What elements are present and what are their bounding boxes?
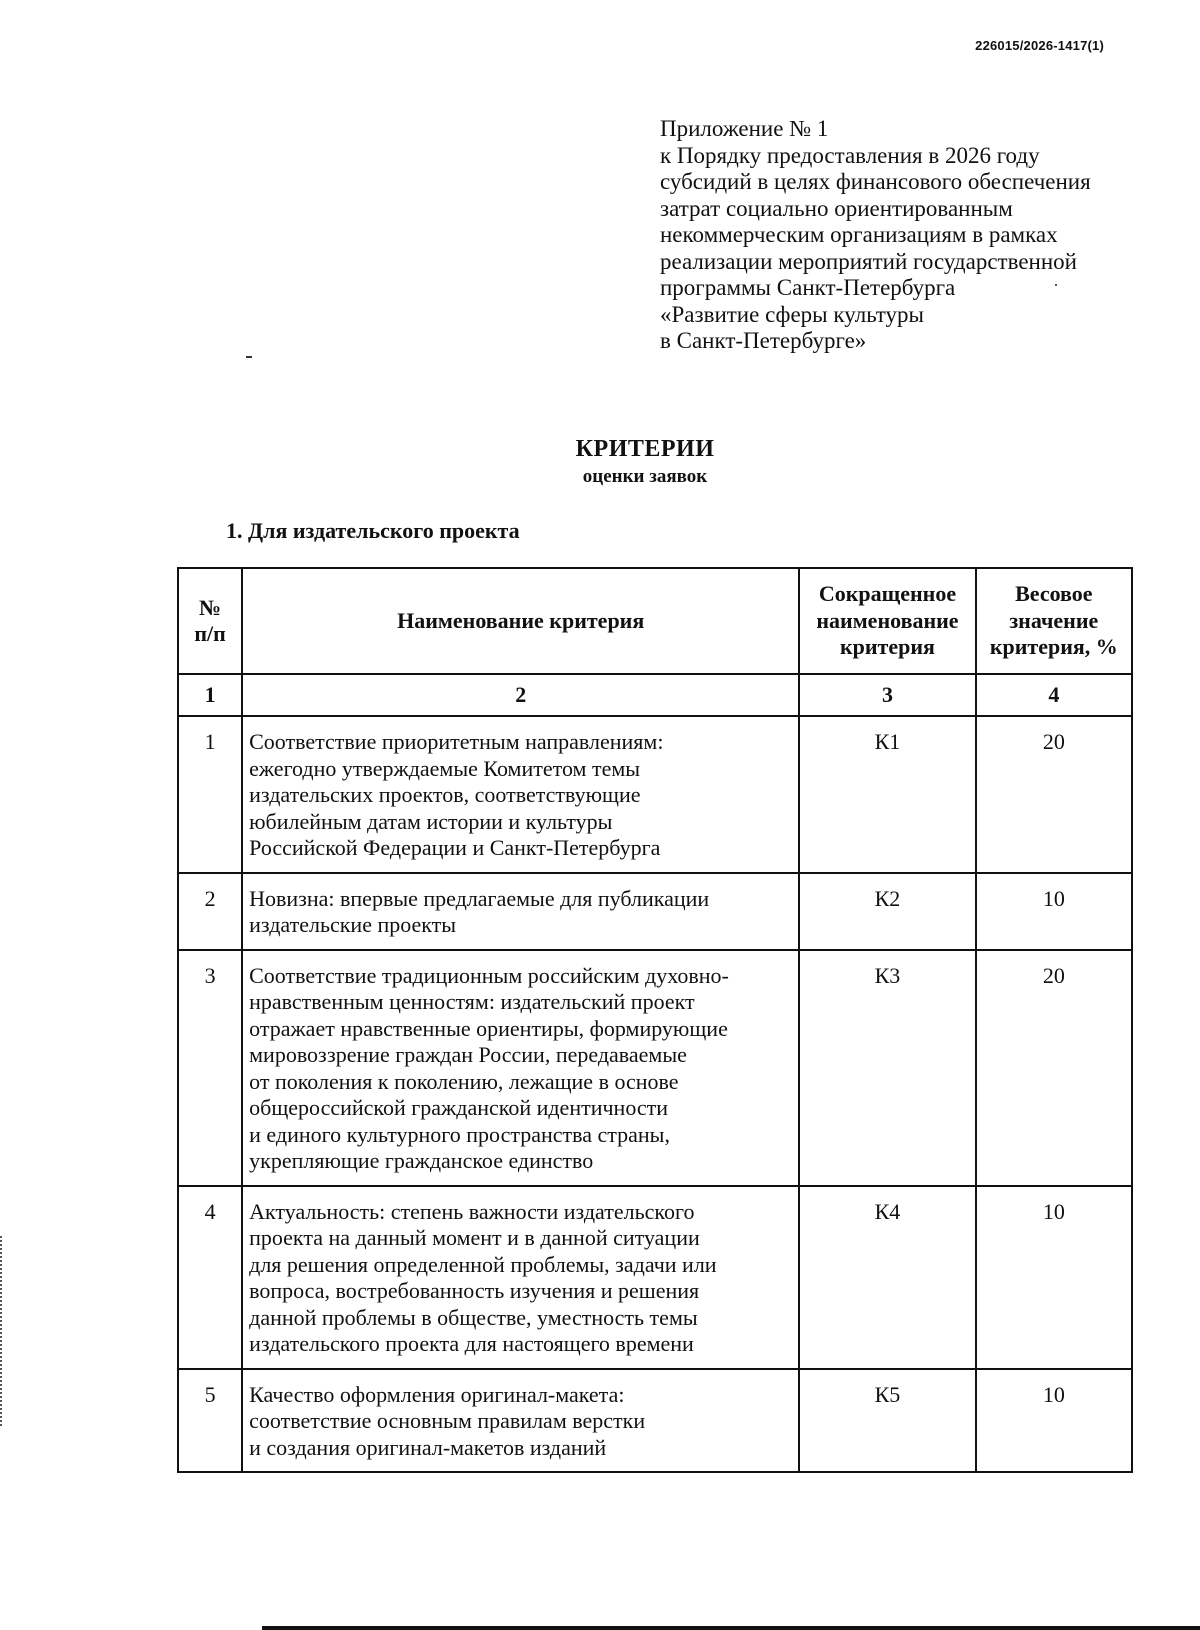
table-row (178, 716, 1132, 873)
criterion-line: укрепляющие гражданское единство (249, 1148, 594, 1173)
criterion-line: нравственным ценностям: издательский проект (249, 989, 695, 1014)
header-number-line: № (199, 594, 222, 620)
criterion-code: К4 (799, 1186, 975, 1369)
header-short-name-line: наименование (816, 607, 959, 633)
criterion-weight: 20 (976, 716, 1132, 873)
page-title: КРИТЕРИИ (575, 436, 715, 462)
header-short-name-line: Сокращенное (818, 581, 957, 607)
criterion-line: Соответствие традиционным российским духовно- (249, 962, 729, 988)
criterion-code: К3 (799, 950, 975, 1186)
appendix-line: субсидий в целях финансового обеспечения (660, 169, 1091, 194)
row-number: 5 (178, 1369, 242, 1473)
scan-edge-artifact (0, 1236, 4, 1426)
criterion-name (242, 873, 799, 950)
criterion-name (242, 1186, 799, 1369)
criterion-code: К1 (799, 716, 975, 873)
table-header-row (178, 568, 1132, 674)
table-row (178, 950, 1132, 1186)
header-weight-line: критерия, % (989, 634, 1118, 660)
appendix-line: затрат социально ориентированным (660, 195, 1013, 221)
criterion-line: соответствие основным правилам верстки (249, 1408, 646, 1433)
appendix-line: «Развитие сферы культуры (660, 301, 925, 327)
header-weight-line: значение (1009, 607, 1099, 633)
criterion-line: от поколения к поколению, лежащие в основе (249, 1068, 679, 1094)
row-number: 3 (178, 950, 242, 1186)
header-number-line: п/п (194, 621, 226, 646)
header-short-name-line: критерия (839, 634, 935, 660)
criterion-name (242, 1369, 799, 1473)
criterion-line: Актуальность: степень важности издательского (249, 1198, 695, 1224)
scan-speck (1055, 284, 1057, 286)
appendix-line: реализации мероприятий государственной (660, 248, 1077, 274)
criterion-line: вопроса, востребованность изучения и решения (249, 1278, 700, 1303)
criteria-table (177, 567, 1133, 1473)
appendix-line: к Порядку предоставления в 2026 году (660, 142, 1040, 168)
appendix-block (660, 116, 1130, 355)
criterion-line: Соответствие приоритетным направлениям: (249, 729, 664, 754)
column-number: 3 (799, 674, 975, 716)
appendix-line: программы Санкт-Петербурга (660, 275, 956, 300)
appendix-line: некоммерческим организациям в рамках (660, 222, 1058, 247)
criterion-line: издательского проекта для настоящего времени (249, 1331, 694, 1356)
section-heading: 1. Для издательского проекта (226, 518, 520, 543)
criterion-line: данной проблемы в обществе, уместность темы (249, 1304, 698, 1330)
column-number: 4 (976, 674, 1132, 716)
criterion-name (242, 950, 799, 1186)
criterion-line: Качество оформления оригинал-макета: (249, 1381, 625, 1407)
header-weight-line: Весовое (1015, 581, 1093, 607)
header-criterion-name: Наименование критерия (242, 568, 799, 674)
criterion-line: отражает нравственные ориентиры, формирующие (249, 1015, 728, 1041)
header-number (178, 568, 242, 674)
header-weight (976, 568, 1132, 674)
criterion-line: проекта на данный момент и в данной ситуации (249, 1225, 700, 1250)
appendix-line: в Санкт-Петербурге» (660, 328, 867, 353)
criterion-weight: 20 (976, 950, 1132, 1186)
criterion-line: мировоззрение граждан России, передаваемые (249, 1042, 687, 1067)
row-number: 2 (178, 873, 242, 950)
criterion-line: Новизна: впервые предлагаемые для публикации (249, 885, 710, 911)
table-row (178, 1369, 1132, 1473)
criterion-line: Российской Федерации и Санкт-Петербурга (249, 835, 661, 860)
table-row (178, 873, 1132, 950)
criterion-line: издательских проектов, соответствующие (249, 782, 641, 807)
criterion-line: общероссийской гражданской идентичности (249, 1095, 669, 1120)
criterion-line: для решения определенной проблемы, задачи или (249, 1251, 717, 1277)
criterion-weight: 10 (976, 1186, 1132, 1369)
criterion-line: и создания оригинал-макетов изданий (249, 1434, 607, 1460)
document-registration-number: 226015/2026-1417(1) (975, 38, 1104, 53)
criterion-name (242, 716, 799, 873)
criterion-weight: 10 (976, 1369, 1132, 1473)
scan-bottom-edge (262, 1626, 1200, 1630)
criterion-code: К5 (799, 1369, 975, 1473)
criterion-weight: 10 (976, 873, 1132, 950)
criterion-line: и единого культурного пространства страны, (249, 1121, 670, 1147)
row-number: 1 (178, 716, 242, 873)
column-number: 2 (242, 674, 799, 716)
scan-speck (246, 356, 252, 358)
criterion-line: юбилейным датам истории и культуры (249, 808, 613, 834)
criterion-line: ежегодно утверждаемые Комитетом темы (249, 755, 641, 781)
column-number-row (178, 674, 1132, 716)
column-number: 1 (178, 674, 242, 716)
table-row (178, 1186, 1132, 1369)
criterion-code: К2 (799, 873, 975, 950)
appendix-line: Приложение № 1 (660, 116, 829, 141)
header-short-name (799, 568, 975, 674)
row-number: 4 (178, 1186, 242, 1369)
criterion-line: издательские проекты (249, 912, 457, 937)
page-subtitle: оценки заявок (582, 466, 708, 487)
